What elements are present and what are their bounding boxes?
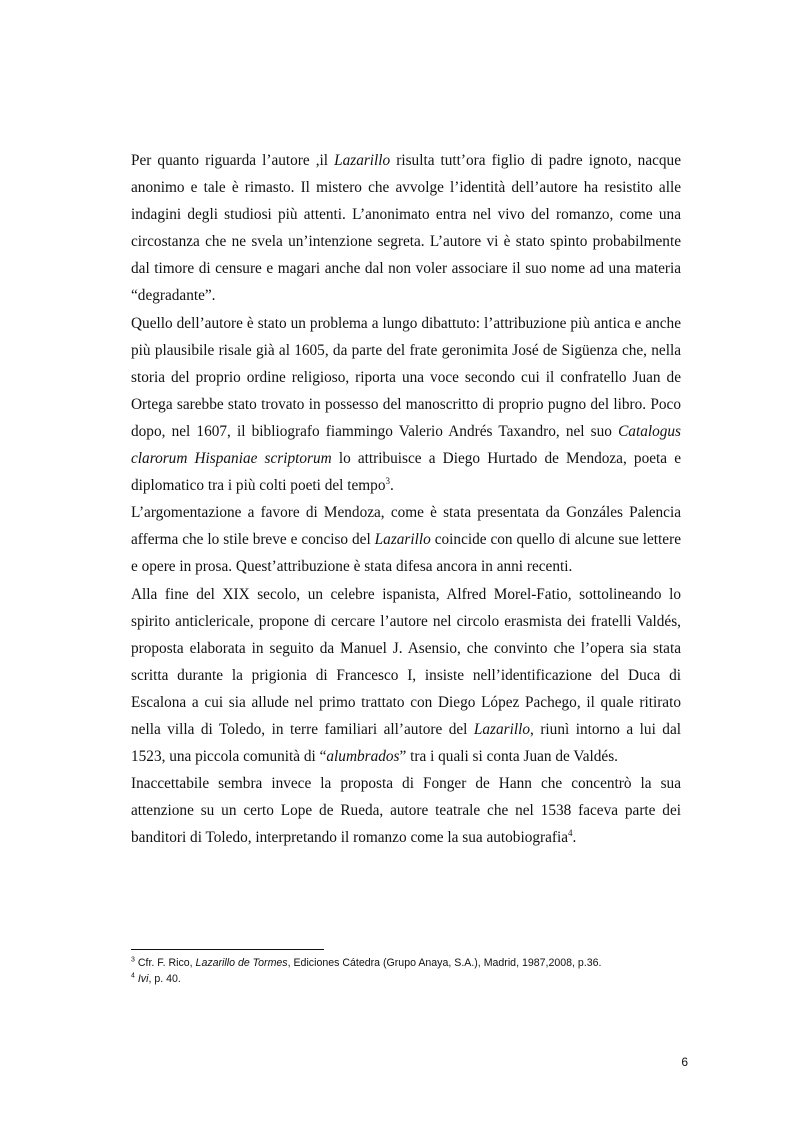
footnote-marker: 4 [568, 828, 573, 839]
footnotes [131, 956, 691, 987]
paragraph-4 [131, 581, 681, 771]
text-run: coincide con quello di alcune sue lettere e opere in prosa. Quest’attribuzione è stata difesa ancora in anni recenti. [131, 531, 681, 576]
footnote-marker: 3 [131, 956, 135, 964]
footnote-4 [131, 972, 691, 988]
page-number: 6 [681, 1055, 688, 1069]
text-run: L’argomentazione a favore di Mendoza, come è stata presentata da Gonzáles Palencia afferma che lo stile breve e conciso del [131, 504, 681, 549]
paragraph-2 [131, 310, 681, 500]
italic-text: alumbrados [326, 748, 400, 766]
italic-text: Lazarillo [374, 531, 431, 549]
paragraph-5 [131, 770, 681, 851]
text-run: Quello dell’autore è stato un problema a lungo dibattuto: l’attribuzione più antica e anche più plausibile risale già al 1605, da parte del frate geronimita José de Sigüenza che, nella storia del proprio ordine religioso, riporta una voce secondo cui il confratello Juan de Ortega sarebbe stato trovato in possesso del manoscritto di proprio pugno del libro. Poco dopo, nel 1607, il bibliografo fiammingo Valerio Andrés Taxandro, nel suo [131, 314, 681, 440]
text-run: Per quanto riguarda l’autore ,il [131, 152, 335, 169]
text-run: Cfr. F. Rico, [134, 957, 196, 969]
footnote-marker: 3 [385, 476, 390, 487]
italic-text: Lazarillo de Tormes [195, 957, 288, 969]
body-text [131, 147, 681, 851]
footnote-marker: 4 [131, 971, 135, 979]
text-run: ” tra i quali si conta Juan de Valdés. [399, 748, 618, 766]
text-run: . [389, 477, 394, 495]
text-run: . [572, 829, 577, 847]
text-run: , riunì intorno a lui dal 1523, una piccola comunità di “ [131, 720, 681, 766]
text-run: , Ediciones Cátedra (Grupo Anaya, S.A.), Madrid, 1987,2008, p.36. [287, 957, 602, 969]
italic-text: Catalogus clarorum Hispaniae scriptorum [131, 422, 681, 468]
italic-text: Ivi [137, 972, 149, 985]
text-run: , p. 40. [148, 972, 181, 985]
italic-text: Lazarillo [473, 720, 531, 738]
italic-text: Lazarillo [334, 152, 391, 169]
paragraph-1 [131, 147, 681, 310]
text-run: risulta tutt’ora figlio di padre ignoto, nacque anonimo e tale è rimasto. Il mistero che avvolge l’identità dell’autore ha resistito alle indagini degli studiosi più attenti. L’anonimato entra nel vivo del romanzo, come una circostanza che ne svela un’intenzione segreta. L’autore vi è stato spinto probabilmente dal timore di censure e magari anche dal non voler associare il suo nome ad una materia “degradante”. [131, 152, 681, 305]
text-run: Inaccettabile sembra invece la proposta di Fonger de Hann che concentrò la sua attenzione su un certo Lope de Rueda, autore teatrale che nel 1538 faceva parte dei banditori di Toledo, interpretando il romanzo come la sua autobiografia [131, 775, 681, 847]
text-run: lo attribuisce a Diego Hurtado de Mendoza, poeta e diplomatico tra i più colti poeti del tempo [131, 450, 681, 495]
text-run: Alla fine del XIX secolo, un celebre ispanista, Alfred Morel-Fatio, sottolineando lo spirito anticlericale, propone di cercare l’autore nel circolo erasmista dei fratelli Valdés, proposta elaborata in seguito da Manuel J. Asensio, che convinto che l’opera sia stata scritta durante la prigionia di Francesco I, insiste nell’identificazione del Duca di Escalona a cui sia allude nel primo trattato con Diego López Pachego, il quale ritirato nella villa di Toledo, in terre familiari all’autore del [131, 585, 681, 738]
footnote-separator [131, 949, 324, 950]
footnote-3 [131, 956, 691, 972]
paragraph-3 [131, 499, 681, 580]
